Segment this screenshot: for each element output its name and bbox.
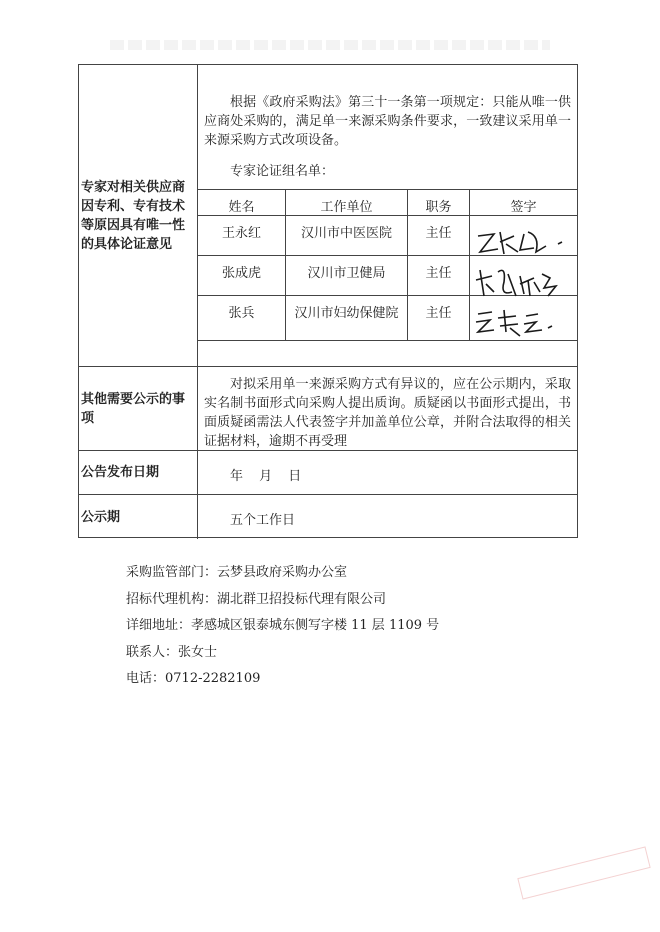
expert-name: 张兵 <box>198 296 286 340</box>
expert-name: 张成虎 <box>198 256 286 295</box>
table-row <box>198 296 577 340</box>
experts-header-row <box>198 190 577 216</box>
expert-unit: 汉川市妇幼保健院 <box>286 296 408 340</box>
header-role: 职务 <box>408 190 470 215</box>
publicity-period-text: 五个工作日 <box>230 513 296 528</box>
expert-opinion-row <box>79 65 577 367</box>
expert-name: 王永红 <box>198 216 286 255</box>
contact-block <box>126 561 439 694</box>
table-row <box>198 216 577 256</box>
publicity-period-row <box>79 495 577 539</box>
publish-date-value <box>198 451 577 494</box>
header-sign: 签字 <box>510 200 537 215</box>
notice-table <box>78 64 578 538</box>
experts-table <box>198 189 577 341</box>
expert-role: 主任 <box>408 216 470 255</box>
publish-date-row <box>79 451 577 495</box>
table-row <box>198 256 577 296</box>
handwritten-signature-1 <box>470 216 577 255</box>
expert-opinion-label: 专家对相关供应商因专利、专有技术等原因具有唯一性的具体论证意见 <box>79 65 198 366</box>
header-unit: 工作单位 <box>286 190 408 215</box>
agency-line: 招标代理机构：湖北群卫招投标代理有限公司 <box>126 591 387 607</box>
publish-date-label: 公告发布日期 <box>79 451 198 494</box>
expert-unit: 汉川市中医医院 <box>286 216 408 255</box>
expert-opinion-text: 根据《政府采购法》第三十一条第一项规定：只能从唯一供应商处采购的，满足单一来源采购条件要求，一致建议采用单一来源采购方式改项设备。 <box>204 95 571 148</box>
other-matters-label: 其他需要公示的事项 <box>79 367 198 450</box>
publicity-period-label: 公示期 <box>79 495 198 539</box>
header-name: 姓名 <box>198 190 286 215</box>
handwritten-signature-2 <box>470 256 577 295</box>
address-line: 详细地址：孝感城区银泰城东侧写字楼 11 层 1109 号 <box>126 618 440 634</box>
expert-list-title: 专家论证组名单： <box>230 164 335 179</box>
watermark-stamp <box>517 846 650 899</box>
other-matters-text: 对拟采用单一来源采购方式有异议的，应在公示期内，采取实名制书面形式向采购人提出质询。质疑函以书面形式提出，书面质疑函需法人代表签字并加盖单位公章，并附合法取得的相关证据材料，逾期不再受理 <box>204 377 571 449</box>
phone-line: 电话：0712-2282109 <box>126 671 261 687</box>
expert-role: 主任 <box>408 256 470 295</box>
supervisor-line: 采购监管部门：云梦县政府采购办公室 <box>126 565 348 580</box>
publish-date-text: 年 月 日 <box>230 469 302 484</box>
expert-opinion-value <box>198 65 577 366</box>
expert-role: 主任 <box>408 296 470 340</box>
contact-person-line: 联系人：张女士 <box>126 644 218 660</box>
expert-unit: 汉川市卫健局 <box>286 256 408 295</box>
faint-bleed-through-header <box>110 40 550 50</box>
publicity-period-value <box>198 495 577 539</box>
other-matters-value <box>198 367 577 450</box>
handwritten-signature-3 <box>470 296 577 340</box>
other-matters-row <box>79 367 577 451</box>
